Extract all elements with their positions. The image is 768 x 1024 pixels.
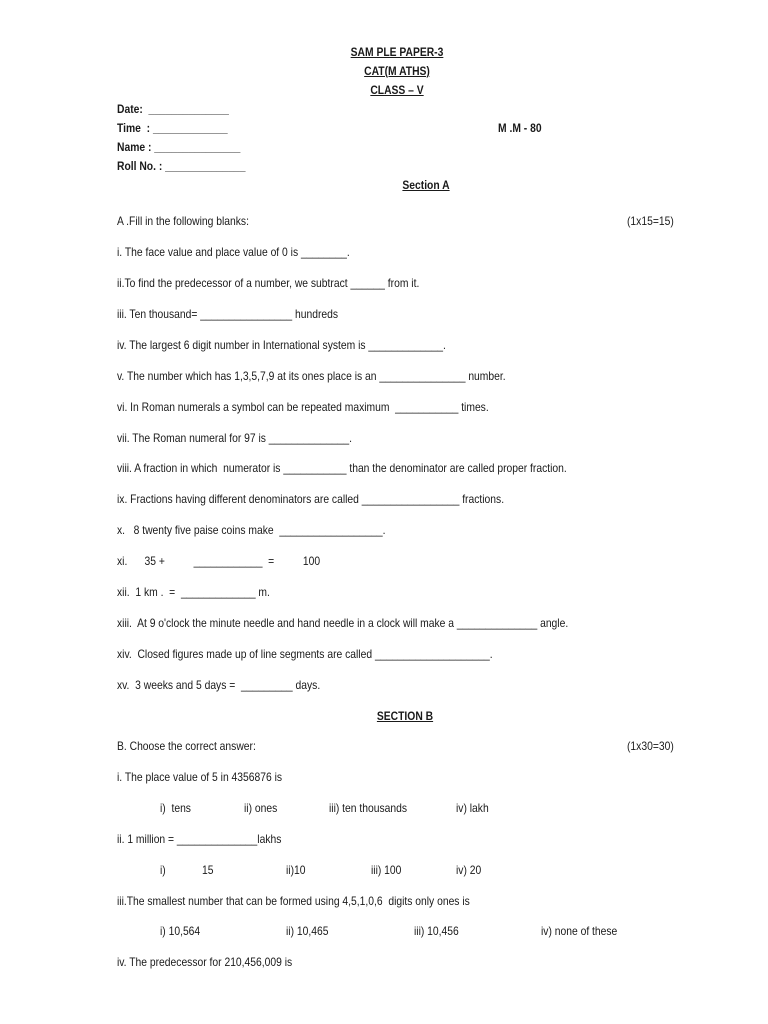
option-b-3-2: ii) 10,465: [286, 924, 329, 938]
question-a-8: viii. A fraction in which numerator is ___________ than the denominator are called proper fraction.: [117, 461, 567, 475]
question-a-1: i. The face value and place value of 0 is ________.: [117, 245, 350, 259]
question-a-6: vi. In Roman numerals a symbol can be repeated maximum ___________ times.: [117, 400, 489, 414]
question-a-2: ii.To find the predecessor of a number, we subtract ______ from it.: [117, 276, 420, 290]
question-a-10: x. 8 twenty five paise coins make __________________.: [117, 523, 386, 537]
question-a-15: xv. 3 weeks and 5 days = _________ days.: [117, 678, 321, 692]
date-field: Date: ______________: [117, 102, 229, 116]
option-b-1-3: iii) ten thousands: [329, 801, 408, 815]
question-a-5: v. The number which has 1,3,5,7,9 at its ones place is an _______________ number.: [117, 369, 506, 383]
option-b-2-1: i): [160, 863, 166, 877]
option-b-2-1-value: 15: [202, 863, 214, 877]
option-b-1-1: i) tens: [160, 801, 191, 815]
option-b-2-3: iii) 100: [371, 863, 402, 877]
section-a-heading: Section A: [402, 178, 450, 192]
option-b-3-3: iii) 10,456: [414, 924, 459, 938]
section-a-marks: (1x15=15): [627, 214, 674, 228]
option-b-1-2: ii) ones: [244, 801, 278, 815]
option-b-2-2: ii)10: [286, 863, 306, 877]
option-b-3-1: i) 10,564: [160, 924, 201, 938]
question-b-4: iv. The predecessor for 210,456,009 is: [117, 955, 293, 969]
section-b-heading: SECTION B: [376, 709, 434, 723]
max-marks: M .M - 80: [498, 121, 542, 135]
option-b-3-4: iv) none of these: [541, 924, 618, 938]
paper-subject: CAT(M ATHS): [364, 64, 430, 78]
option-b-2-4: iv) 20: [456, 863, 482, 877]
question-a-3: iii. Ten thousand= ________________ hundreds: [117, 307, 339, 321]
question-a-14: xiv. Closed figures made up of line segments are called ____________________.: [117, 647, 493, 661]
section-b-instruction: B. Choose the correct answer:: [117, 739, 256, 753]
roll-field: Roll No. : ______________: [117, 159, 246, 173]
question-a-12: xii. 1 km . = _____________ m.: [117, 585, 270, 599]
question-a-13: xiii. At 9 o'clock the minute needle and hand needle in a clock will make a ______________ angle.: [117, 616, 569, 630]
question-b-1: i. The place value of 5 in 4356876 is: [117, 770, 283, 784]
section-a-instruction: A .Fill in the following blanks:: [117, 214, 249, 228]
question-a-11: xi. 35 + ____________ = 100: [117, 554, 321, 568]
option-b-1-4: iv) lakh: [456, 801, 489, 815]
question-a-4: iv. The largest 6 digit number in International system is _____________.: [117, 338, 446, 352]
question-b-2: ii. 1 million = ______________lakhs: [117, 832, 282, 846]
time-field: Time : _____________: [117, 121, 228, 135]
paper-class: CLASS – V: [370, 83, 424, 97]
question-a-7: vii. The Roman numeral for 97 is ______________.: [117, 431, 353, 445]
section-b-marks: (1x30=30): [627, 739, 674, 753]
name-field: Name : _______________: [117, 140, 241, 154]
question-a-9: ix. Fractions having different denominators are called _________________ fractions.: [117, 492, 505, 506]
question-b-3: iii.The smallest number that can be formed using 4,5,1,0,6 digits only ones is: [117, 894, 470, 908]
paper-title: SAM PLE PAPER-3: [350, 45, 444, 59]
